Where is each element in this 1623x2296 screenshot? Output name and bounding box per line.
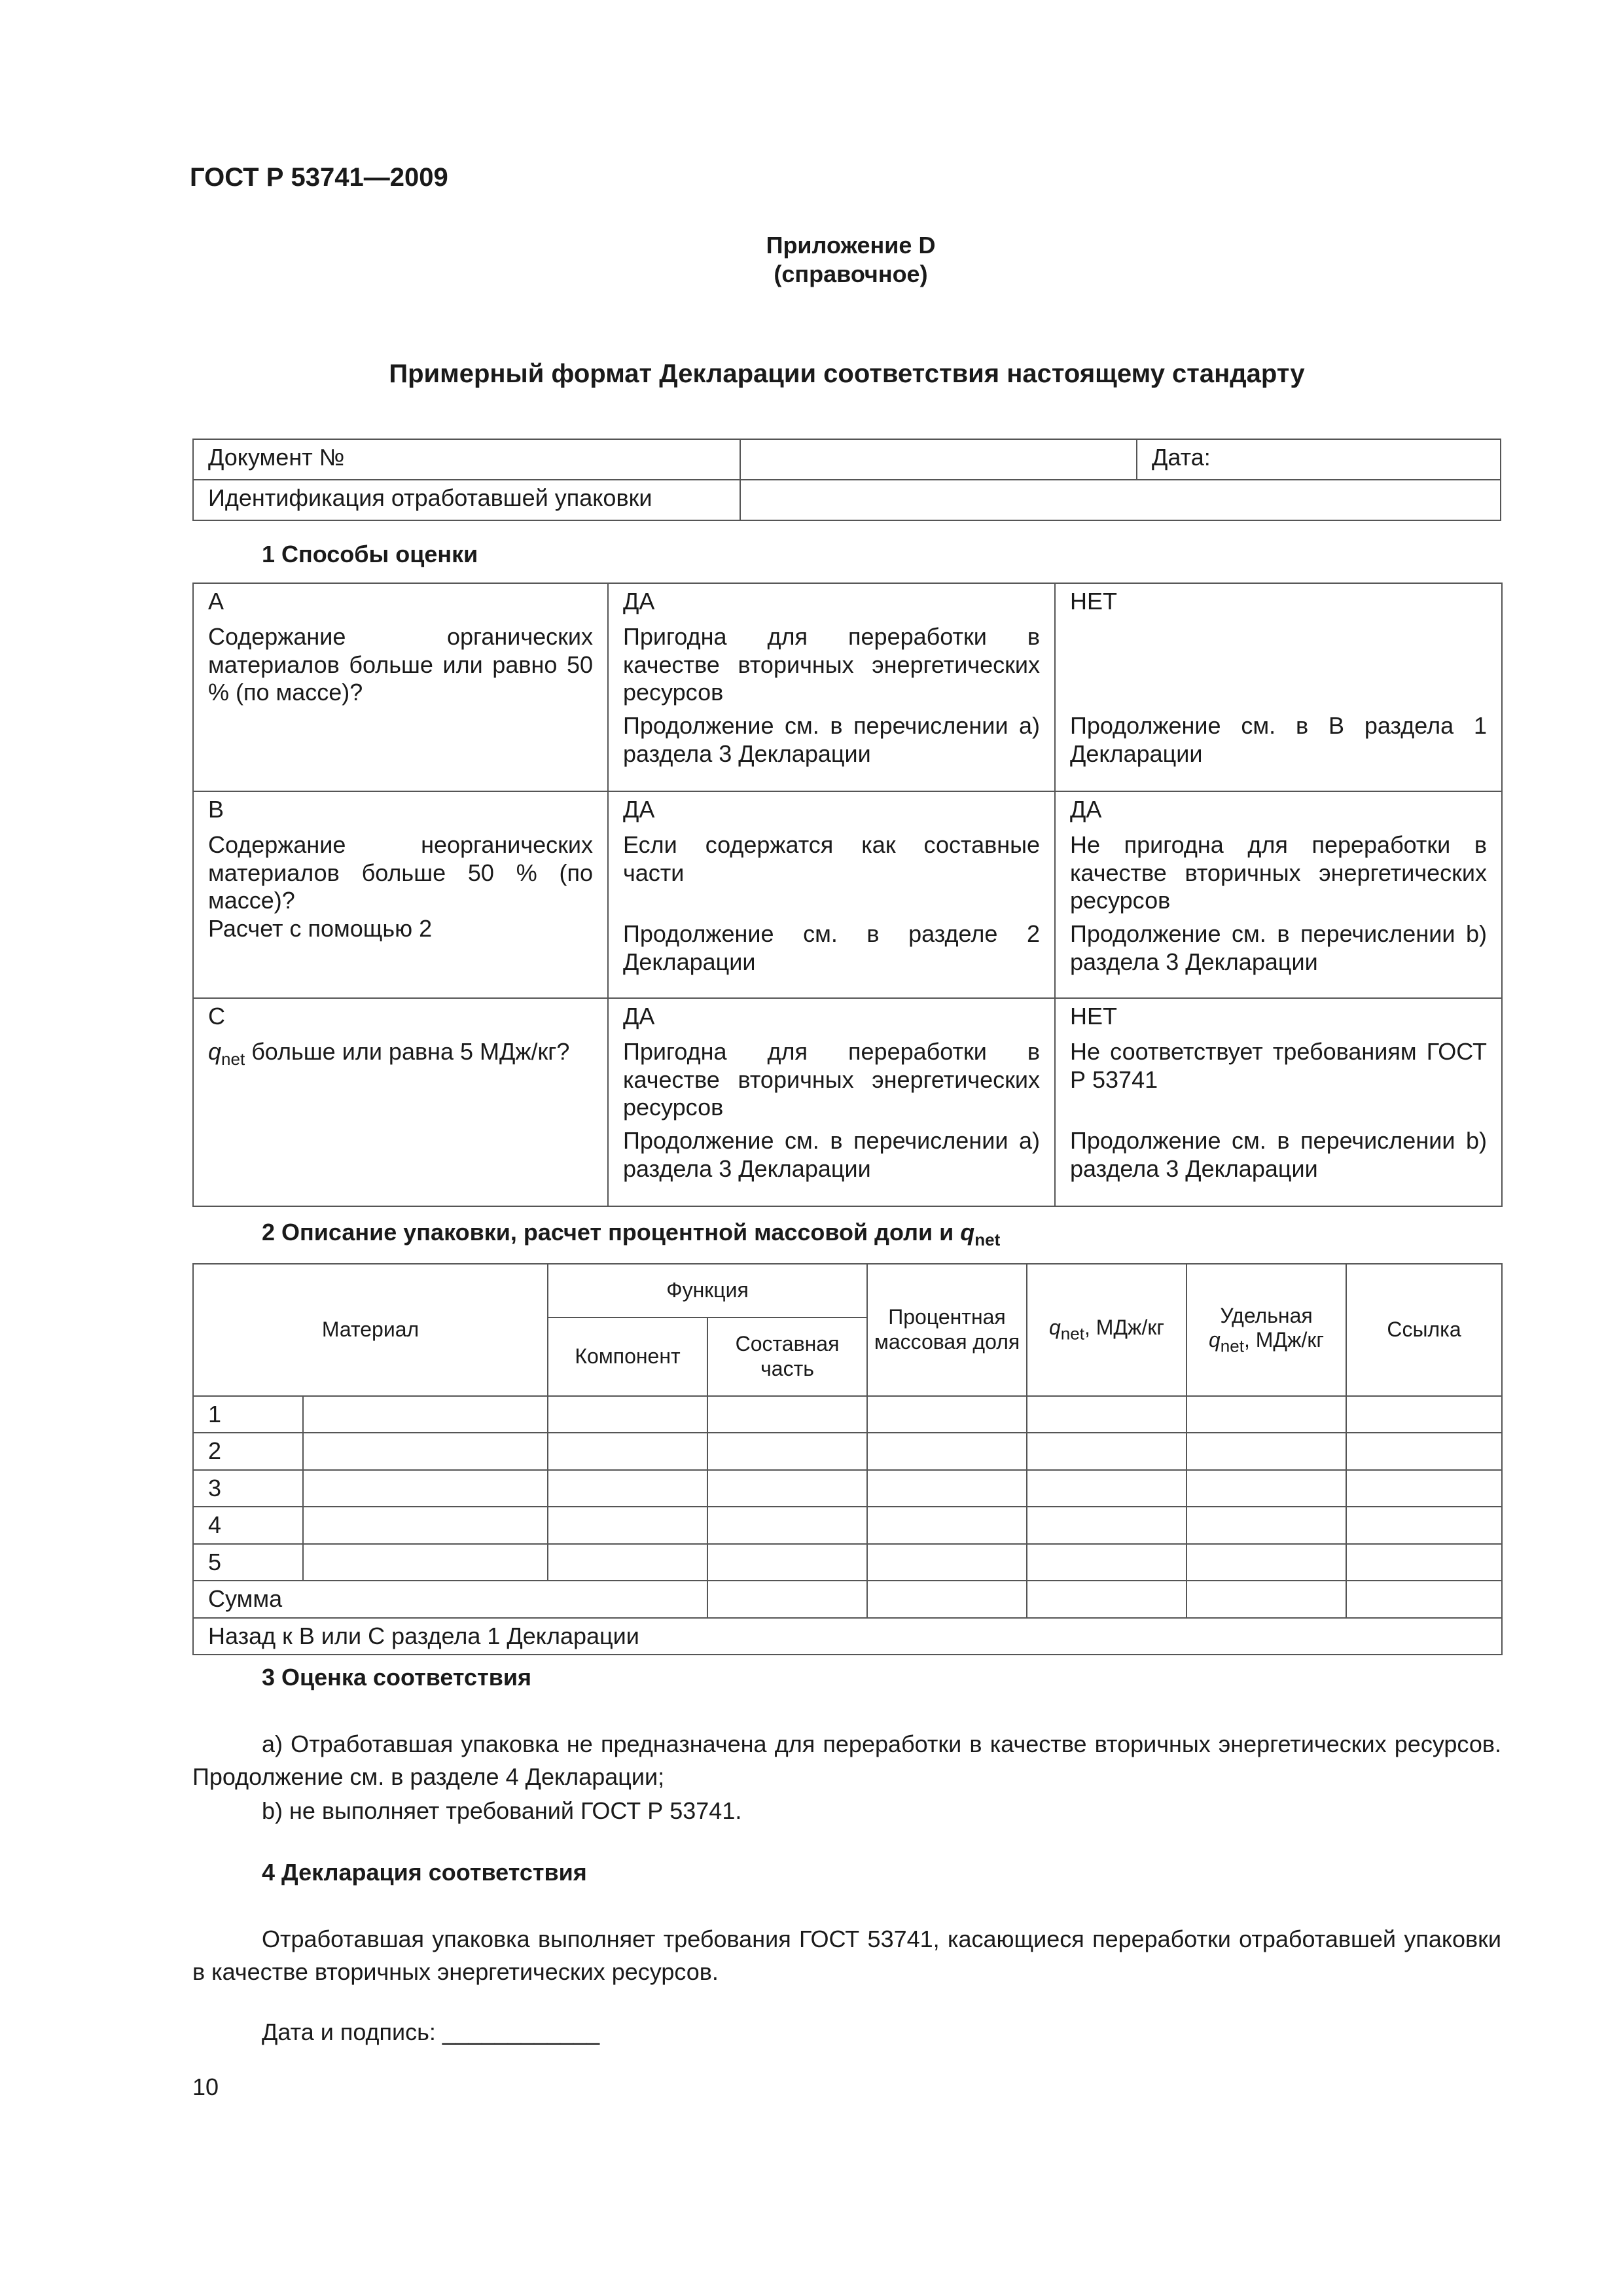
yes-continuation: Продолжение см. в перечислении a) раздела 3 Декларации xyxy=(623,712,1040,767)
date-label: Дата: xyxy=(1137,439,1501,480)
yes-label: ДА xyxy=(623,796,655,823)
appendix-title: Приложение D xyxy=(766,232,936,259)
identification-label: Идентификация отработавшей упаковки xyxy=(193,480,740,520)
table-row: 1 xyxy=(193,1396,1502,1433)
material-table xyxy=(192,1263,1503,1655)
row-question: $q_{net}$ больше или равна 5 МДж/кг? xyxy=(208,1038,570,1069)
yes-label: ДА xyxy=(623,1003,655,1030)
row-key: B xyxy=(208,796,224,823)
table-row: 2 xyxy=(193,1433,1502,1469)
col-specific-qnet: Удельная $q_{net}$, МДж/кг xyxy=(1186,1264,1346,1396)
table-row: 4 xyxy=(193,1507,1502,1543)
row-question-note: Расчет с помощью 2 xyxy=(208,914,433,942)
no-label: НЕТ xyxy=(1070,1003,1117,1030)
row-key: A xyxy=(208,588,224,615)
col-qnet: $q_{net}$, МДж/кг xyxy=(1027,1264,1186,1396)
col-component: Компонент xyxy=(548,1318,707,1396)
row-question: Содержание органических материалов больше или равно 50 % (по массе)? xyxy=(208,623,593,706)
section3-item-b: b) не выполняет требований ГОСТ Р 53741. xyxy=(262,1797,742,1824)
document-info-table xyxy=(192,439,1501,521)
section3-heading: 3 Оценка соответствия xyxy=(262,1664,531,1691)
no-text xyxy=(1070,623,1487,706)
section2-heading: 2 Описание упаковки, расчет процентной массовой доли и $q_{net}$ xyxy=(262,1219,1001,1250)
col-part: Составная часть xyxy=(707,1318,867,1396)
section4-heading: 4 Декларация соответствия xyxy=(262,1859,587,1886)
back-row xyxy=(193,1618,1502,1655)
main-title: Примерный формат Декларации соответствия настоящему стандарту xyxy=(389,359,1305,388)
col-reference: Ссылка xyxy=(1346,1264,1502,1396)
page-number: 10 xyxy=(192,2073,219,2100)
col-function: Функция xyxy=(548,1264,867,1318)
assessment-row-b xyxy=(193,791,1502,998)
table-row: 3 xyxy=(193,1470,1502,1507)
table-row: 5 xyxy=(193,1544,1502,1581)
row-key: C xyxy=(208,1003,225,1030)
section1-heading: 1 Способы оценки xyxy=(262,541,478,567)
col-percent: Процентная массовая доля xyxy=(867,1264,1027,1396)
no-text: Не пригодна для переработки в качестве вторичных энергетических ресурсов xyxy=(1070,831,1487,914)
no-label: НЕТ xyxy=(1070,588,1117,615)
no-continuation: Продолжение см. в перечислении b) раздела 3 Декларации xyxy=(1070,920,1487,975)
yes-continuation: Продолжение см. в перечислении a) раздела 3 Декларации xyxy=(623,1127,1040,1182)
sum-row xyxy=(193,1581,1502,1617)
no-continuation: Продолжение см. в В раздела 1 Декларации xyxy=(1070,712,1487,767)
back-label: Назад к В или С раздела 1 Декларации xyxy=(193,1618,1502,1655)
row-question: Содержание неорганических материалов больше 50 % (по массе)? xyxy=(208,831,593,914)
yes-text: Пригодна для переработки в качестве вторичных энергетических ресурсов xyxy=(623,623,1040,706)
section4-text: Отработавшая упаковка выполняет требования ГОСТ 53741, касающиеся переработки отработавшей упаковки в качестве вторичных энергетических ресурсов. xyxy=(192,1926,1501,1985)
no-continuation: Продолжение см. в перечислении b) раздела 3 Декларации xyxy=(1070,1127,1487,1182)
appendix-subtitle: (справочное) xyxy=(774,260,928,287)
doc-number-label: Документ № xyxy=(193,439,740,480)
assessment-row-c xyxy=(193,998,1502,1206)
yes-label: ДА xyxy=(623,588,655,615)
yes-text: Пригодна для переработки в качестве вторичных энергетических ресурсов xyxy=(623,1038,1040,1121)
no-text: Не соответствует требованиям ГОСТ Р 53741 xyxy=(1070,1038,1487,1093)
section3-item-a: a) Отработавшая упаковка не предназначена для переработки в качестве вторичных энергетических ресурсов. Продолжение см. в разделе 4 Декларации; xyxy=(192,1731,1501,1790)
doc-number-field xyxy=(740,439,1137,480)
sum-label: Сумма xyxy=(193,1581,707,1617)
yes-continuation: Продолжение см. в разделе 2 Декларации xyxy=(623,920,1040,975)
identification-field xyxy=(740,480,1501,520)
no-label: ДА xyxy=(1070,796,1102,823)
document-code: ГОСТ Р 53741—2009 xyxy=(190,163,448,192)
signature-line: Дата и подпись: ____________ xyxy=(262,2018,600,2045)
assessment-table xyxy=(192,583,1503,1207)
assessment-row-a xyxy=(193,583,1502,791)
col-material: Материал xyxy=(193,1264,548,1396)
yes-text: Если содержатся как составные части xyxy=(623,831,1040,886)
